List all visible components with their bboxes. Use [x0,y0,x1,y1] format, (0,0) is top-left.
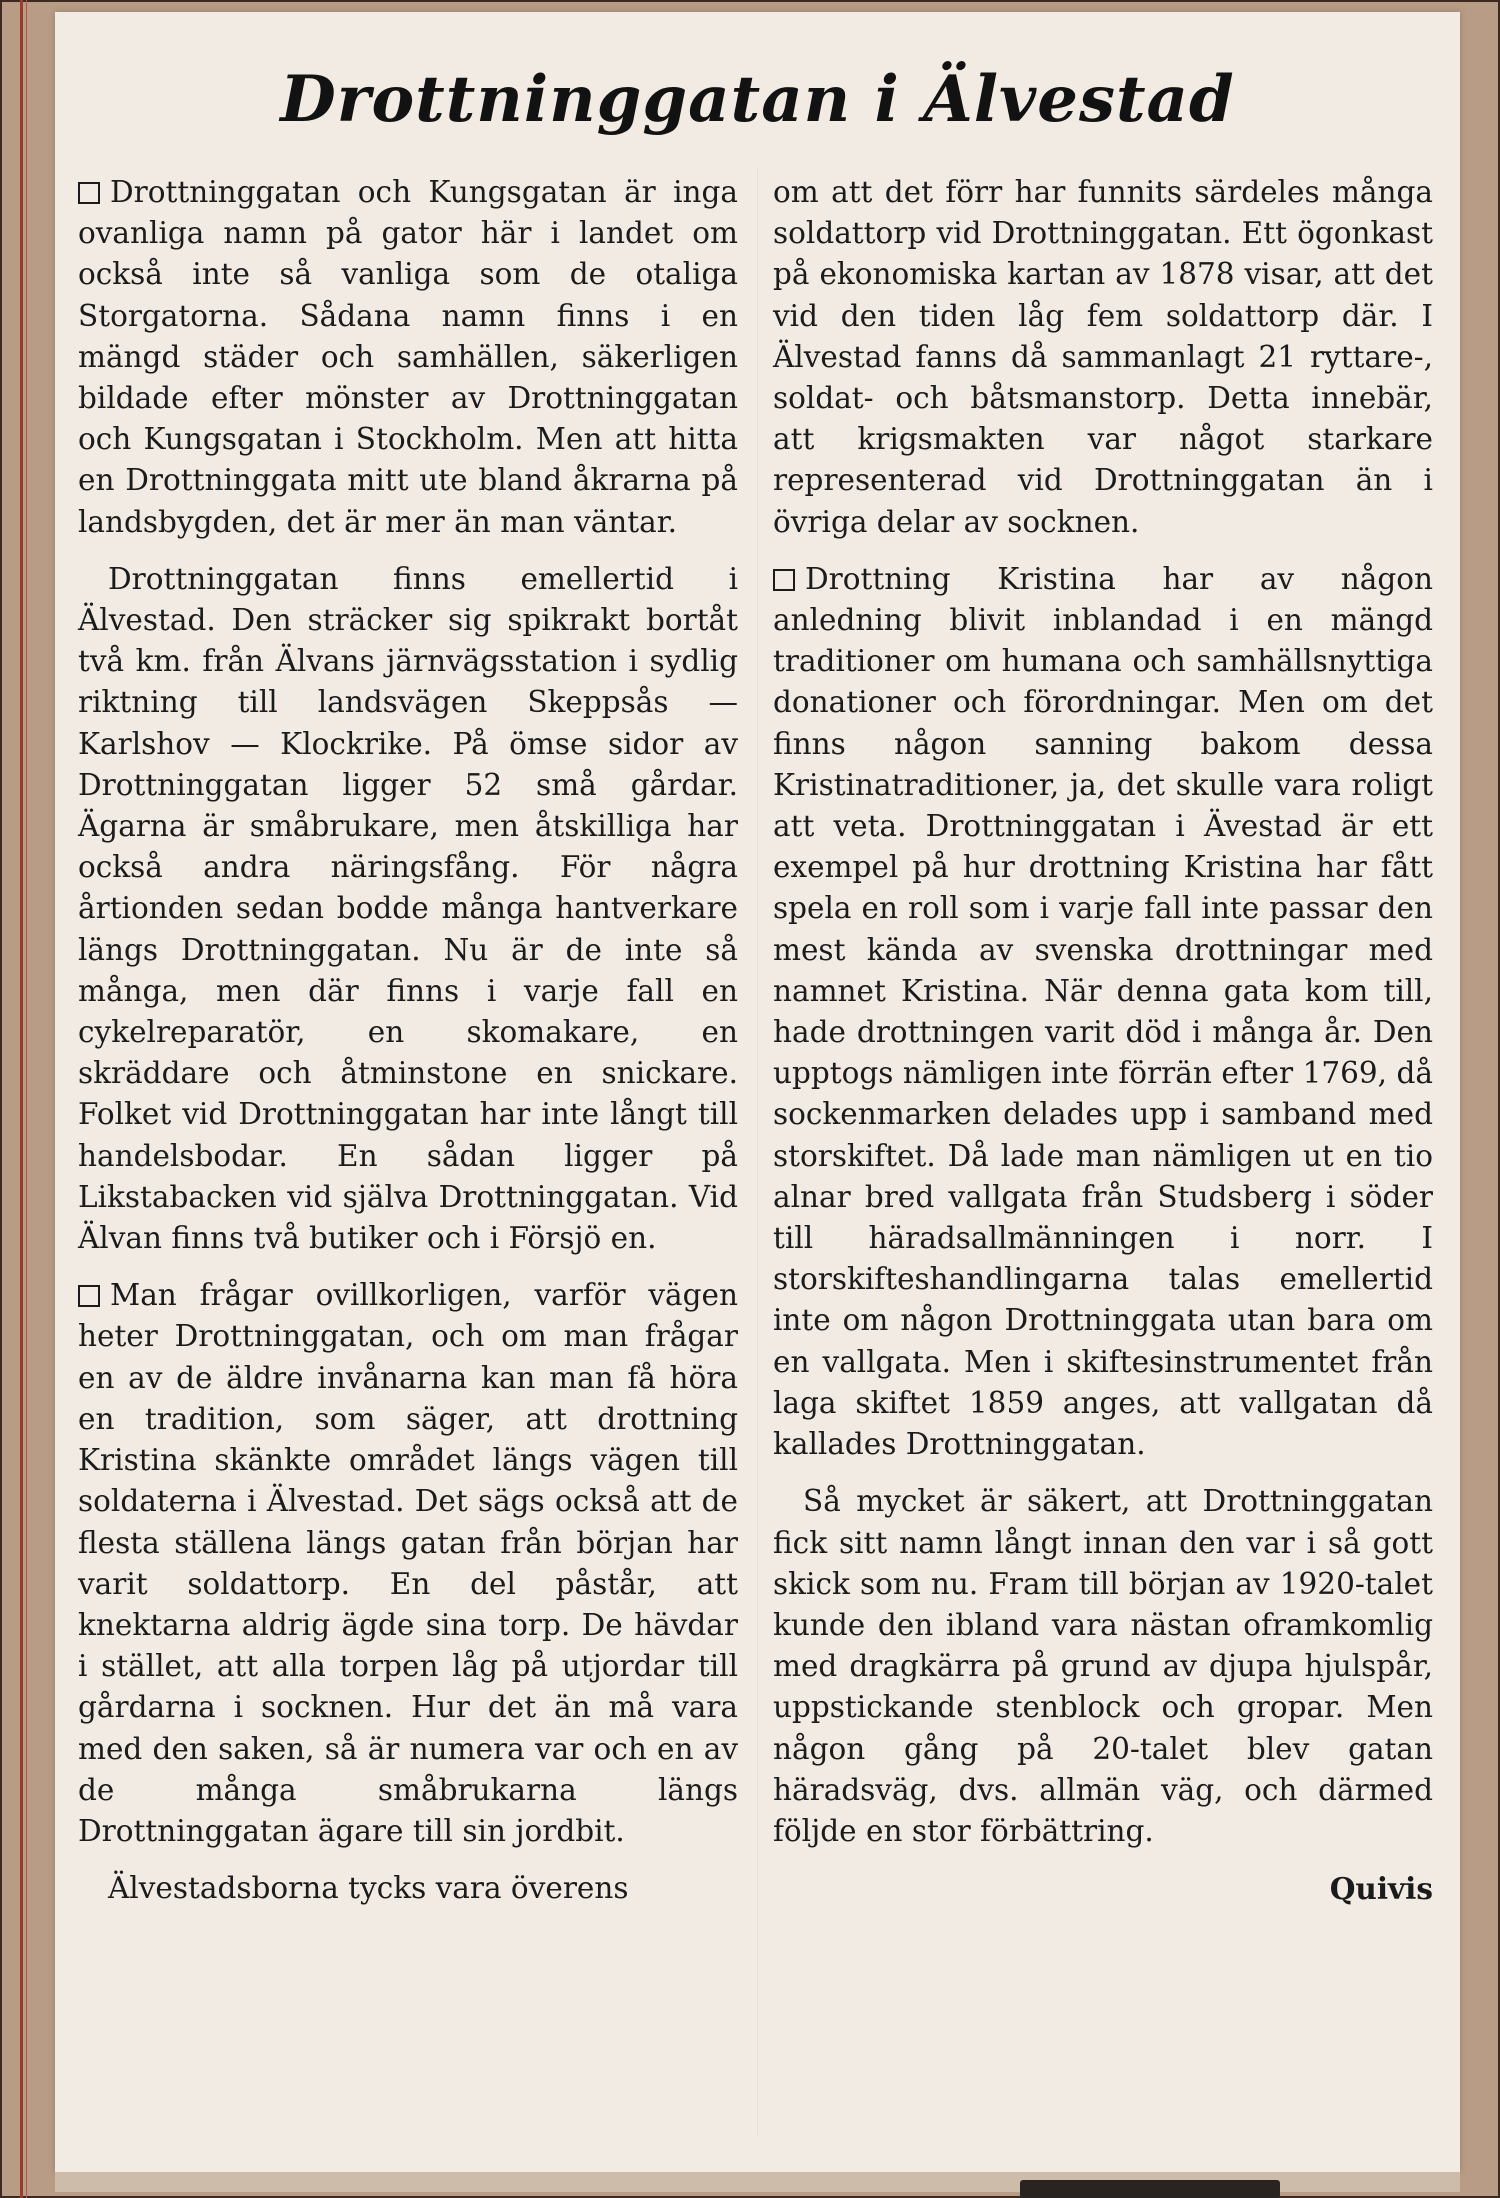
paragraph-text: Drottning Kristina har av någon anledning blivit inblandad i en mängd traditioner om humana och samhällsnyttiga donationer och förordningar. Men om det finns någon sanning bakom dessa Kristinatraditioner, ja, det skulle vara roligt att veta. Drottninggatan i Ävestad är ett exempel på hur drottning Kristina har fått spela en roll som i varje fall inte passar den mest kända av svenska drottningar med namnet Kristina. När denna gata kom till, hade drottningen varit död i många år. Den upptogs nämligen inte förrän efter 1769, då sockenmarken delades upp i samband med storskiftet. Då lade man nämligen ut en tio alnar bred vallgata från Studsberg i söder till häradsallmänningen i norr. I storskifteshandlingarna talas emellertid inte om någon Drottninggata utan bara om en vallgata. Men i skiftesinstrumentet från laga skiftet 1859 anges, att vallgatan då kallades Drottninggatan. [773,561,1433,1462]
author-signature: Quivis [1329,1871,1433,1907]
paragraph-text: Drottninggatan och Kungsgatan är inga ovanliga namn på gator här i landet om också inte så vanliga som de otaliga Storgatorna. Sådana namn finns i en mängd städer och samhällen, säkerligen bildade efter mönster av Drottninggatan och Kungsgatan i Stockholm. Men att hitta en Drottninggata mitt ute bland åkrarna på landsbygden, det är mer än man väntar. [78,175,738,539]
paragraph [78,1275,738,1852]
paragraph [78,172,738,543]
margin-rule [20,0,23,2198]
newspaper-clipping [55,12,1460,2172]
paragraph-text: Drottninggatan finns emellertid i Älvestad. Den sträcker sig spikrakt bortåt två km. från Älvans järnvägsstation i sydlig riktning till landsvägen Skeppsås — Karlshov — Klockrike. På ömse sidor av Drottninggatan ligger 52 små gårdar. Ägarna är småbrukare, men åtskilliga har också andra näringsfång. För några årtionden sedan bodde många hantverkare längs Drottninggatan. Nu är de inte så många, men där finns i varje fall en cykelreparatör, en skomakare, en skräddare och åtminstone en snickare. Folket vid Drottninggatan har inte långt till handelsbodar. En sådan ligger på Likstabacken vid själva Drottninggatan. Vid Älvan finns två butiker och i Försjö en. [78,561,738,1256]
margin-rule-thin [26,0,27,2198]
paragraph [773,172,1433,543]
article-title: Drottninggatan i Älvestad [280,62,1235,137]
right-column [773,172,1433,1909]
paragraph [773,1481,1433,1852]
section-box-icon [773,569,795,591]
section-box-icon [78,182,100,204]
section-box-icon [78,1285,100,1307]
paragraph [773,559,1433,1465]
paragraph [78,559,738,1259]
paragraph-text: Så mycket är säkert, att Drottninggatan fick sitt namn långt innan den var i så gott skick som nu. Fram till början av 1920-talet kunde den ibland vara nästan oframkomlig med dragkärra på grund av djupa hjulspår, uppstickande stenblock och gropar. Men någon gång på 20-talet blev gatan häradsväg, dvs. allmän väg, och därmed följde en stor förbättring. [773,1484,1433,1848]
column-divider [757,167,758,2137]
paragraph-text: Man frågar ovillkorligen, varför vägen heter Drottninggatan, och om man frågar en av de äldre invånarna kan man få höra en tradition, som säger, att drottning Kristina skänkte området längs vägen till soldaterna i Älvestad. Det sägs också att de flesta ställena längs gatan från början har varit soldattorp. En del påstår, att knektarna aldrig ägde sina torp. De hävdar i stället, att alla torpen låg på utjordar till gårdarna i socknen. Hur det än må vara med den saken, så är numera var och en av de många småbrukarna längs Drottninggatan ägare till sin jordbit. [78,1278,738,1848]
paragraph-text: om att det förr har funnits särdeles många soldattorp vid Drottninggatan. Ett ögonkast på ekonomiska kartan av 1878 visar, att det vid den tiden låg fem soldattorp där. I Älvestad fanns då sammanlagt 21 ryttare-, soldat- och båtsmanstorp. Detta innebär, att krigsmakten var något starkare representerad vid Drottninggatan än i övriga delar av socknen. [773,175,1433,539]
paragraph [78,1868,738,1909]
cut-off-text-fragment [1020,2180,1280,2198]
left-column [78,172,738,1909]
paragraph-text: Älvestadsborna tycks vara överens [108,1871,629,1906]
